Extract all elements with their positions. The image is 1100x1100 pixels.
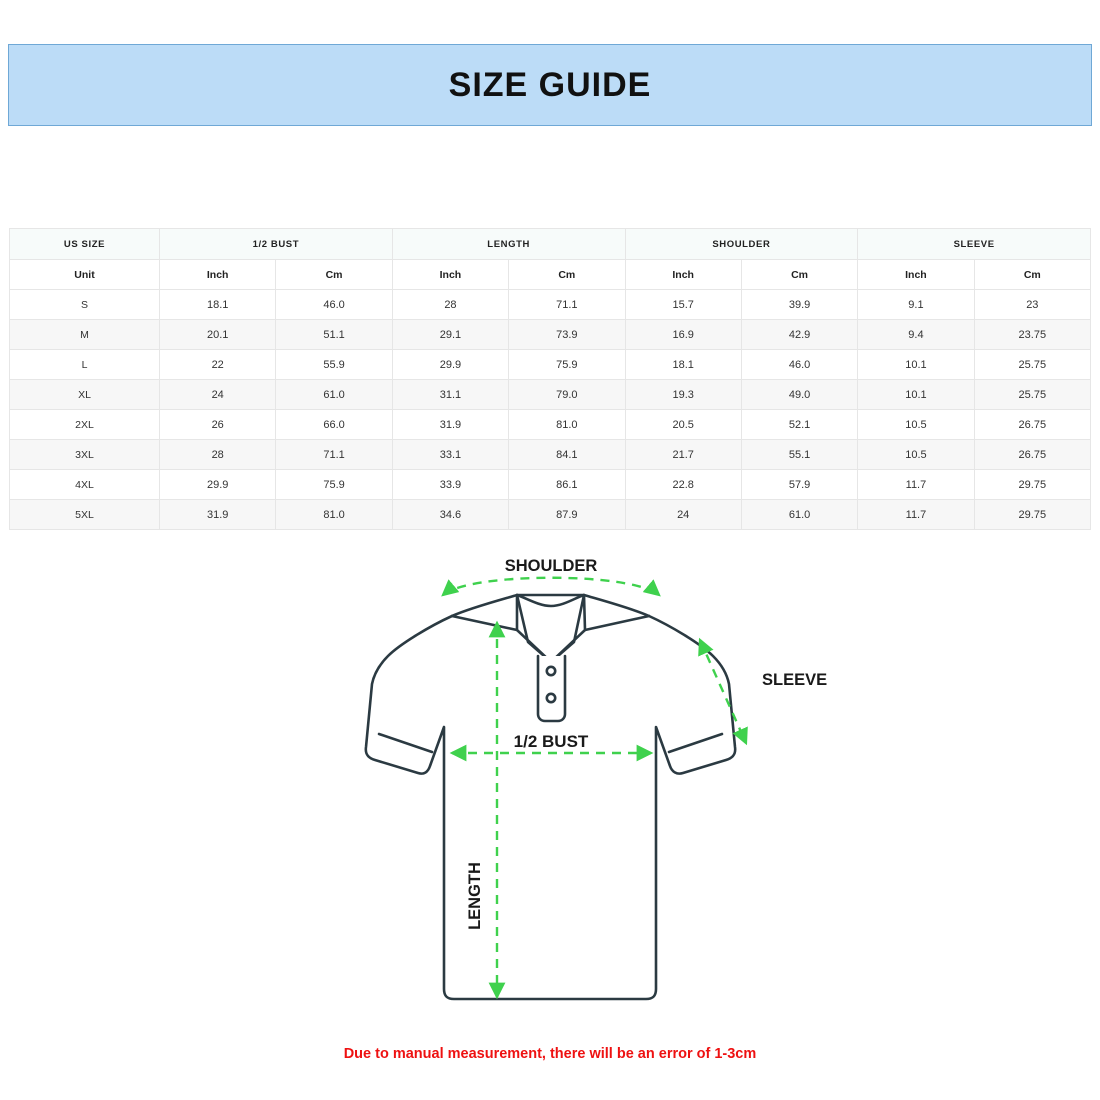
unit-header-1: Inch xyxy=(160,260,276,290)
table-row xyxy=(10,320,1091,350)
cell: 29.75 xyxy=(974,500,1090,530)
cell: 33.1 xyxy=(392,440,508,470)
cell: 9.1 xyxy=(858,290,974,320)
cell-size: 5XL xyxy=(10,500,160,530)
sleeve-label: SLEEVE xyxy=(762,671,828,689)
page-title: SIZE GUIDE xyxy=(448,65,652,104)
measurement-diagram xyxy=(0,534,1100,1034)
cell: 22 xyxy=(160,350,276,380)
cell: 46.0 xyxy=(276,290,392,320)
table-row xyxy=(10,470,1091,500)
cell: 26 xyxy=(160,410,276,440)
cell: 81.0 xyxy=(276,500,392,530)
shoulder-measure-arrow xyxy=(443,578,659,595)
table-row xyxy=(10,380,1091,410)
cell: 81.0 xyxy=(509,410,625,440)
cell: 84.1 xyxy=(509,440,625,470)
cell: 18.1 xyxy=(160,290,276,320)
unit-header-7: Inch xyxy=(858,260,974,290)
cell: 71.1 xyxy=(276,440,392,470)
cell: 51.1 xyxy=(276,320,392,350)
cell: 61.0 xyxy=(741,500,857,530)
cell: 31.9 xyxy=(392,410,508,440)
table-row xyxy=(10,500,1091,530)
cell: 21.7 xyxy=(625,440,741,470)
table-row xyxy=(10,290,1091,320)
cell-size: S xyxy=(10,290,160,320)
cell: 22.8 xyxy=(625,470,741,500)
cell: 18.1 xyxy=(625,350,741,380)
cell: 15.7 xyxy=(625,290,741,320)
cell: 61.0 xyxy=(276,380,392,410)
cell: 86.1 xyxy=(509,470,625,500)
table-group-header-row xyxy=(10,229,1091,260)
cell-size: 3XL xyxy=(10,440,160,470)
cell: 57.9 xyxy=(741,470,857,500)
cell: 46.0 xyxy=(741,350,857,380)
cell: 10.5 xyxy=(858,410,974,440)
cell: 66.0 xyxy=(276,410,392,440)
cell: 75.9 xyxy=(276,470,392,500)
unit-header-3: Inch xyxy=(392,260,508,290)
cell: 31.1 xyxy=(392,380,508,410)
size-chart xyxy=(9,228,1091,530)
cell: 79.0 xyxy=(509,380,625,410)
cell: 16.9 xyxy=(625,320,741,350)
cell: 29.1 xyxy=(392,320,508,350)
cell: 87.9 xyxy=(509,500,625,530)
cell: 39.9 xyxy=(741,290,857,320)
cell: 73.9 xyxy=(509,320,625,350)
cell: 75.9 xyxy=(509,350,625,380)
shoulder-label: SHOULDER xyxy=(504,557,598,575)
cell-size: XL xyxy=(10,380,160,410)
cell: 29.9 xyxy=(160,470,276,500)
group-header-half-bust: 1/2 BUST xyxy=(160,229,393,260)
unit-header-6: Cm xyxy=(741,260,857,290)
table-row xyxy=(10,440,1091,470)
cell: 34.6 xyxy=(392,500,508,530)
size-table xyxy=(9,228,1091,530)
cell: 71.1 xyxy=(509,290,625,320)
unit-header-2: Cm xyxy=(276,260,392,290)
table-row xyxy=(10,410,1091,440)
length-label: LENGTH xyxy=(466,862,484,930)
cell: 10.1 xyxy=(858,380,974,410)
cell: 26.75 xyxy=(974,440,1090,470)
cell: 33.9 xyxy=(392,470,508,500)
group-header-sleeve: SLEEVE xyxy=(858,229,1091,260)
cell: 10.1 xyxy=(858,350,974,380)
cell: 20.1 xyxy=(160,320,276,350)
cell-size: 2XL xyxy=(10,410,160,440)
table-row xyxy=(10,350,1091,380)
table-unit-header-row xyxy=(10,260,1091,290)
cell: 24 xyxy=(625,500,741,530)
cell-size: M xyxy=(10,320,160,350)
cell: 25.75 xyxy=(974,350,1090,380)
cell: 26.75 xyxy=(974,410,1090,440)
cell: 31.9 xyxy=(160,500,276,530)
unit-header-8: Cm xyxy=(974,260,1090,290)
cell: 25.75 xyxy=(974,380,1090,410)
cell: 24 xyxy=(160,380,276,410)
bust-label: 1/2 BUST xyxy=(513,732,589,751)
cell: 49.0 xyxy=(741,380,857,410)
cell-size: 4XL xyxy=(10,470,160,500)
cell: 19.3 xyxy=(625,380,741,410)
cell: 55.9 xyxy=(276,350,392,380)
cell: 23 xyxy=(974,290,1090,320)
polo-shirt-illustration xyxy=(366,595,735,999)
cell: 29.9 xyxy=(392,350,508,380)
unit-header-5: Inch xyxy=(625,260,741,290)
cell: 11.7 xyxy=(858,470,974,500)
unit-header-4: Cm xyxy=(509,260,625,290)
cell: 28 xyxy=(160,440,276,470)
cell: 9.4 xyxy=(858,320,974,350)
cell: 23.75 xyxy=(974,320,1090,350)
group-header-shoulder: SHOULDER xyxy=(625,229,858,260)
unit-header-0: Unit xyxy=(10,260,160,290)
cell: 28 xyxy=(392,290,508,320)
cell-size: L xyxy=(10,350,160,380)
cell: 52.1 xyxy=(741,410,857,440)
cell: 10.5 xyxy=(858,440,974,470)
cell: 55.1 xyxy=(741,440,857,470)
cell: 42.9 xyxy=(741,320,857,350)
group-header-us-size: US SIZE xyxy=(10,229,160,260)
size-guide-banner xyxy=(8,44,1092,126)
cell: 29.75 xyxy=(974,470,1090,500)
group-header-length: LENGTH xyxy=(392,229,625,260)
measurement-disclaimer: Due to manual measurement, there will be an error of 1-3cm xyxy=(343,1046,757,1062)
cell: 11.7 xyxy=(858,500,974,530)
cell: 20.5 xyxy=(625,410,741,440)
